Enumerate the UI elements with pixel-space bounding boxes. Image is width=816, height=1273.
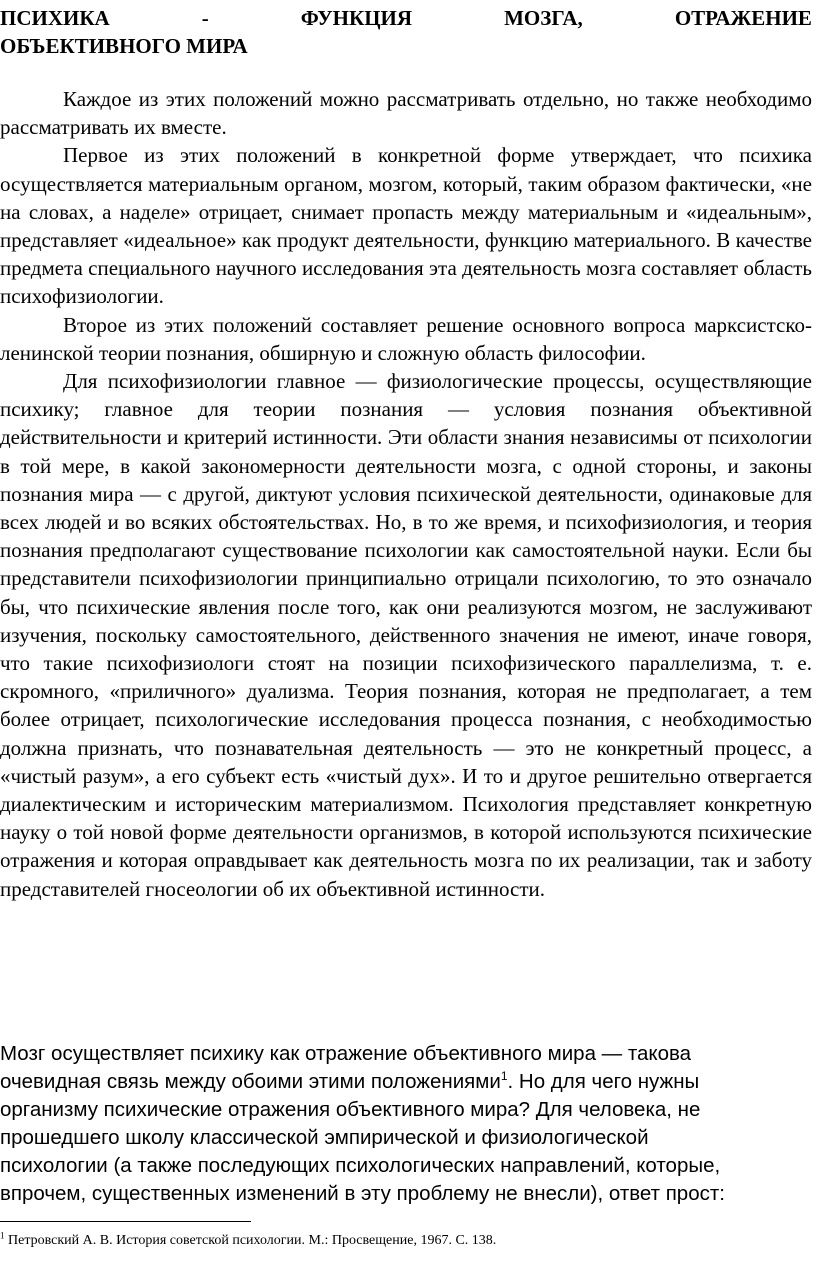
text-line: Мозг осуществляет психику как отражение объективного мира — такова (0, 1042, 692, 1065)
text-line: психологии (а также последующих психологических направлений, которые, (0, 1154, 721, 1177)
body-text (0, 85, 812, 903)
title-word: МОЗГА, (504, 6, 583, 30)
title-word: ПСИХИКА (0, 6, 110, 30)
title-dash: - (201, 6, 209, 30)
text-line: впрочем, существенных изменений в эту проблему не внесли), ответ прост: (0, 1182, 725, 1205)
footnote-separator (0, 1221, 251, 1222)
text-fragment: очевидная связь между обоими этими положениями (0, 1070, 501, 1093)
footnote-reference: 1 (500, 1069, 508, 1084)
text-line: организму психические отражения объективного мира? Для человека, не (0, 1098, 701, 1121)
title-line-1 (0, 4, 812, 32)
title-word: ОТРАЖЕНИЕ (674, 6, 812, 30)
paragraph: Каждое из этих положений можно рассматривать отдельно, но также необходимо рассматривать их вместе. (0, 87, 812, 140)
paragraph: Первое из этих положений в конкретной форме утверждает, что психика осуществляется материальным органом, мозгом, который, таким образом фактически, «не на словах, а наделе» отрицает, снимает пропасть между материальным и «идеальным», представляет «идеальное» как продукт деятельности, функцию материального. В качестве предмета специального научного исследования эта деятельность мозга составляет область психофизиологии. (0, 143, 812, 309)
title-line-2: ОБЪЕКТИВНОГО МИРА (0, 34, 248, 58)
text-line: прошедшего школу классической эмпирической и физиологической (0, 1126, 649, 1149)
text-fragment: . Но для чего нужны (507, 1070, 700, 1093)
footnote-marker: 1 (0, 1230, 5, 1241)
title-word: ФУНКЦИЯ (300, 6, 413, 30)
text-line (0, 1068, 800, 1096)
paragraph: Для психофизиологии главное — физиологические процессы, осуществляющие психику; главное для теории познания — условия познания объективной действительности и критерий истинности. Эти области знания независимы от психологии в той мере, в какой закономерности деятельности мозга, с одной стороны, и законы познания мира — с другой, диктуют условия психической деятельности, одинаковые для всех людей и во всяких обстоятельствах. Но, в то же время, и психофизиология, и теория познания предполагают существование психологии как самостоятельной науки. Если бы представители психофизиологии принципиально отрицали психологию, то это означало бы, что психические явления после того, как они реализуются мозгом, не заслуживают изучения, поскольку самостоятельного, действенного значения не имеют, иначе говоря, что такие психофизиологи стоят на позиции психофизического параллелизма, т. е. скромного, «приличного» дуализма. Теория познания, которая не предполагает, а тем более отрицает, психологические исследования процесса познания, с необходимостью должна признать, что познавательная деятельность — это не конкретный процесс, а «чистый разум», а его субъект есть «чистый дух». И то и другое решительно отвергается диалектическим и историческим материализмом. Психология представляет конкретную науку о той новой форме деятельности организмов, в которой используются психические отражения и которая оправдывает как деятельность мозга по их реализации, так и заботу представителей гносеологии об их объективной истинности. (0, 369, 812, 901)
paragraph: Второе из этих положений составляет решение основного вопроса марксистско-ленинской теории познания, обширную и сложную область философии. (0, 312, 812, 365)
footnote-text: Петровский А. В. История советской психологии. М.: Просвещение, 1967. С. 138. (4, 1233, 497, 1248)
footnote (0, 1232, 812, 1250)
continuation-text (0, 1040, 800, 1208)
page-title (0, 4, 812, 60)
